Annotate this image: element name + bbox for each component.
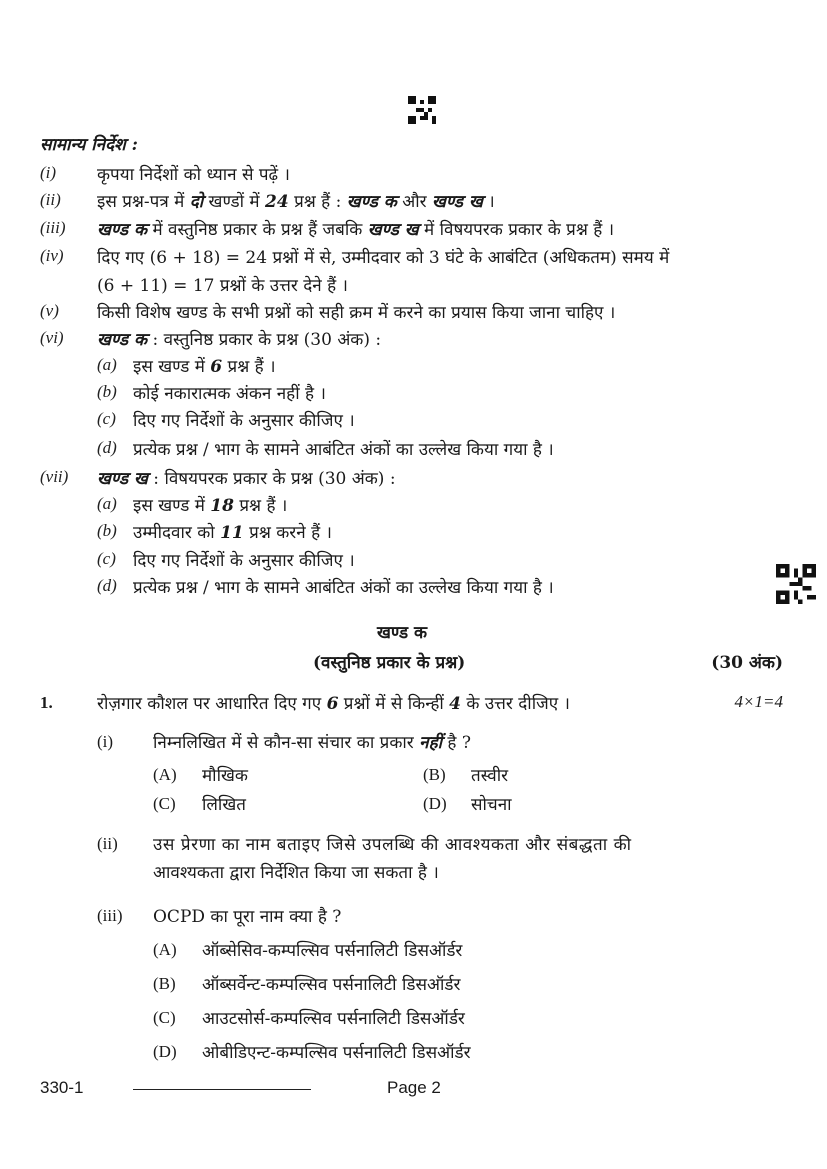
text-segment: इस खण्ड में	[133, 496, 211, 516]
option-text: ऑब्सेसिव-कम्पल्सिव पर्सनालिटी डिसऑर्डर	[202, 941, 463, 961]
text-segment: और	[396, 192, 432, 212]
sub-instruction-label: (d)	[97, 576, 117, 595]
section-subtitle: (वस्तुनिष्ठ प्रकार के प्रश्न)	[313, 653, 466, 673]
instruction-number: (iv)	[40, 246, 64, 265]
instruction-text-line2: (6 + 11) = 17 प्रश्नों के उत्तर देने हैं ।	[97, 276, 348, 296]
text-segment: दिए गए निर्देशों के अनुसार कीजिए ।	[133, 551, 355, 571]
sub-question-text-line2: आवश्यकता द्वारा निर्देशित किया जा सकता है ।	[153, 863, 439, 883]
option-text: लिखित	[202, 795, 246, 815]
text-segment: खण्डों में	[203, 192, 265, 212]
sub-instruction-label: (a)	[97, 355, 117, 374]
sub-instruction-label: (b)	[97, 382, 117, 401]
text-segment: खण्ड ख	[367, 220, 419, 240]
option-label: (B)	[423, 765, 446, 784]
text-segment: प्रश्न करने हैं ।	[243, 523, 332, 543]
sub-question-text: निम्नलिखित में से कौन-सा संचार का प्रकार नहीं है ?	[153, 733, 471, 753]
option-text: आउटसोर्स-कम्पल्सिव पर्सनालिटी डिसऑर्डर	[202, 1009, 465, 1029]
sub-instruction-text	[133, 520, 332, 543]
option-label: (D)	[153, 1042, 177, 1061]
option-label: (C)	[153, 1008, 176, 1027]
option-label: (A)	[153, 765, 177, 784]
option-label: (C)	[153, 794, 176, 813]
section-title: खण्ड क	[377, 623, 428, 643]
option-text: मौखिक	[202, 766, 248, 786]
sub-question-text: OCPD का पूरा नाम क्या है ?	[153, 907, 342, 927]
text-segment: किसी विशेष खण्ड के सभी प्रश्नों को सही क्रम में करने का प्रयास किया जाना चाहिए ।	[97, 303, 616, 323]
text-segment: इस खण्ड में	[133, 357, 211, 377]
text-segment: ।	[482, 192, 495, 212]
instruction-number: (v)	[40, 301, 59, 320]
sub-question-number: (i)	[97, 732, 114, 751]
text-segment: प्रश्न हैं ।	[233, 496, 288, 516]
text-segment: प्रत्येक प्रश्न / भाग के सामने आबंटित अंकों का उल्लेख किया गया है ।	[133, 440, 554, 460]
sub-question-number: (iii)	[97, 906, 123, 925]
question-marks: 4×1=4	[734, 692, 783, 711]
option-label: (A)	[153, 940, 177, 959]
option-text: ओबीडिएन्ट-कम्पल्सिव पर्सनालिटी डिसऑर्डर	[202, 1043, 471, 1063]
text-segment: दिए गए (6 + 18) = 24 प्रश्नों में से, उम्मीदवार को 3 घंटे के आबंटित (अधिकतम) समय में	[97, 248, 670, 268]
text-segment: में वस्तुनिष्ठ प्रकार के प्रश्न हैं जबकि	[147, 220, 368, 240]
option-label: (D)	[423, 794, 447, 813]
sub-instruction-text	[133, 381, 326, 404]
instruction-number: (vii)	[40, 467, 69, 486]
qr-code-side	[776, 564, 816, 604]
text-segment: प्रश्न हैं :	[288, 192, 347, 212]
section-marks: (30 अंक)	[711, 653, 783, 673]
page-number: Page 2	[387, 1078, 441, 1097]
sub-question-number: (ii)	[97, 834, 118, 853]
text-segment: : वस्तुनिष्ठ प्रकार के प्रश्न (30 अंक) :	[147, 330, 382, 350]
instructions-title: सामान्य निर्देश :	[40, 135, 138, 155]
text-segment: खण्ड ख	[431, 192, 483, 212]
text-segment: दो	[189, 192, 204, 212]
text-segment: खण्ड ख	[97, 469, 148, 489]
text-segment: खण्ड क	[346, 192, 397, 212]
text-segment: कोई नकारात्मक अंकन नहीं है ।	[133, 384, 326, 404]
text-segment: 18	[210, 496, 234, 516]
sub-instruction-label: (c)	[97, 409, 116, 428]
sub-question-text: उस प्रेरणा का नाम बताइए जिसे उपलब्धि की आवश्यकता और संबद्धता की	[153, 835, 632, 855]
instruction-text	[97, 245, 669, 268]
sub-instruction-label: (d)	[97, 438, 117, 457]
text-segment: खण्ड क	[97, 330, 148, 350]
text-segment: में विषयपरक प्रकार के प्रश्न हैं ।	[418, 220, 615, 240]
text-segment: 6	[210, 357, 223, 377]
instruction-number: (ii)	[40, 190, 61, 209]
option-text: सोचना	[471, 795, 512, 815]
instruction-text	[97, 466, 396, 489]
text-segment: 11	[220, 523, 244, 543]
text-segment: दिए गए निर्देशों के अनुसार कीजिए ।	[133, 411, 355, 431]
text-segment: कृपया निर्देशों को ध्यान से पढ़ें ।	[97, 165, 290, 185]
sub-instruction-text	[133, 493, 287, 516]
instruction-text	[97, 300, 615, 323]
instruction-number: (vi)	[40, 328, 64, 347]
text-segment: इस प्रश्न-पत्र में	[97, 192, 190, 212]
sub-instruction-label: (c)	[97, 549, 116, 568]
sub-instruction-label: (b)	[97, 521, 117, 540]
sub-instruction-text	[133, 408, 355, 431]
option-text: तस्वीर	[471, 766, 509, 786]
instruction-number: (iii)	[40, 218, 66, 237]
sub-instruction-label: (a)	[97, 494, 117, 513]
question-text: रोज़गार कौशल पर आधारित दिए गए 6 प्रश्नों में से किन्हीं 4 के उत्तर दीजिए ।	[97, 694, 570, 714]
instruction-text	[97, 327, 381, 350]
text-segment: 24	[265, 192, 289, 212]
footer-rule	[133, 1089, 311, 1090]
paper-code: 330-1	[40, 1078, 84, 1097]
instruction-text	[97, 189, 495, 212]
instruction-number: (i)	[40, 163, 57, 182]
option-text: ऑब्सर्वेन्ट-कम्पल्सिव पर्सनालिटी डिसऑर्डर	[202, 975, 461, 995]
text-segment: उम्मीदवार को	[133, 523, 221, 543]
text-segment: प्रत्येक प्रश्न / भाग के सामने आबंटित अंकों का उल्लेख किया गया है ।	[133, 578, 554, 598]
sub-instruction-text	[133, 354, 276, 377]
text-segment: : विषयपरक प्रकार के प्रश्न (30 अंक) :	[147, 469, 396, 489]
question-number: 1.	[40, 693, 53, 712]
sub-instruction-text	[133, 575, 554, 598]
text-segment: खण्ड क	[97, 220, 148, 240]
instruction-text	[97, 217, 614, 240]
option-label: (B)	[153, 974, 176, 993]
sub-instruction-text	[133, 548, 355, 571]
text-segment: प्रश्न हैं ।	[222, 357, 276, 377]
instruction-text	[97, 162, 290, 185]
sub-instruction-text	[133, 437, 554, 460]
qr-code-top	[408, 96, 436, 124]
